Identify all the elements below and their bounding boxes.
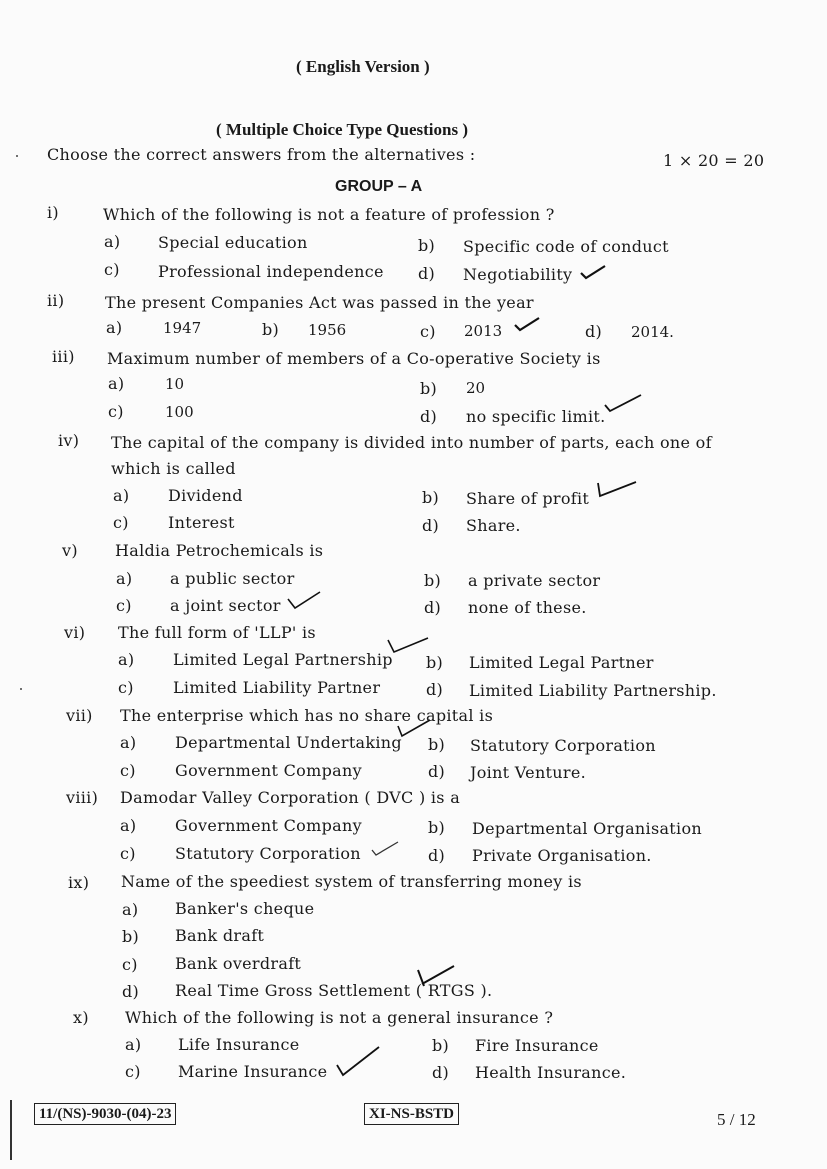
question-text: Name of the speediest system of transferring money is	[121, 872, 582, 891]
question-text: Which of the following is not a feature of profession ?	[103, 205, 555, 224]
option-label: b)	[424, 571, 442, 590]
option-b[interactable]: Fire Insurance	[475, 1036, 599, 1055]
question-text-continued: which is called	[111, 459, 236, 478]
option-d[interactable]: Private Organisation.	[472, 846, 652, 865]
option-d[interactable]: 2014.	[631, 323, 674, 341]
option-label: a)	[116, 569, 133, 588]
checkmark-icon	[579, 264, 607, 280]
checkmark-icon	[396, 718, 432, 740]
option-label: b)	[418, 236, 436, 255]
question-number: viii)	[66, 788, 99, 807]
option-a[interactable]: a public sector	[170, 569, 295, 588]
option-label: a)	[122, 900, 139, 919]
question-text: Maximum number of members of a Co-operative Society is	[107, 349, 601, 368]
question-number: iii)	[52, 347, 75, 366]
option-b[interactable]: Statutory Corporation	[470, 736, 656, 755]
question-text: Damodar Valley Corporation ( DVC ) is a	[120, 788, 461, 807]
instruction-text: Choose the correct answers from the alternatives :	[47, 145, 476, 164]
version-heading: ( English Version )	[296, 57, 430, 76]
option-label: c)	[122, 955, 138, 974]
question-number: ix)	[68, 873, 90, 892]
paper-code-box: 11/(NS)-9030-(04)-23	[34, 1103, 176, 1125]
option-label: b)	[122, 927, 140, 946]
option-c[interactable]: Limited Liability Partner	[173, 678, 381, 697]
option-label: a)	[125, 1035, 142, 1054]
option-c[interactable]: Professional independence	[158, 262, 384, 281]
option-a[interactable]: Dividend	[168, 486, 243, 505]
option-label: c)	[120, 761, 136, 780]
question-text: The enterprise which has no share capital is	[120, 706, 494, 725]
option-label: c)	[104, 260, 120, 279]
option-label: a)	[118, 650, 135, 669]
option-a[interactable]: 10	[165, 375, 185, 393]
option-label: a)	[108, 374, 125, 393]
option-label: a)	[113, 486, 130, 505]
option-d[interactable]: Real Time Gross Settlement ( RTGS ).	[175, 981, 493, 1000]
option-label: a)	[106, 318, 123, 337]
option-a[interactable]: Banker's cheque	[175, 899, 315, 918]
checkmark-icon	[513, 316, 541, 332]
question-text: The capital of the company is divided into number of parts, each one of	[111, 433, 712, 452]
page-number: 5 / 12	[717, 1110, 756, 1129]
option-b[interactable]: Departmental Organisation	[472, 819, 702, 838]
option-label: b)	[432, 1036, 450, 1055]
option-a[interactable]: Government Company	[175, 816, 362, 835]
option-label: d)	[424, 598, 442, 617]
option-label: b)	[426, 653, 444, 672]
checkmark-icon	[416, 964, 456, 990]
question-number: i)	[47, 203, 59, 222]
option-label: d)	[418, 264, 436, 283]
option-a[interactable]: Special education	[158, 233, 308, 252]
question-number: vi)	[64, 623, 86, 642]
option-a[interactable]: Departmental Undertaking	[175, 733, 402, 752]
checkmark-icon	[603, 393, 643, 413]
option-b[interactable]: Bank draft	[175, 926, 265, 945]
option-label: c)	[125, 1062, 141, 1081]
option-d[interactable]: Joint Venture.	[470, 763, 586, 782]
question-number: iv)	[58, 431, 80, 450]
option-label: c)	[108, 402, 124, 421]
option-c[interactable]: a joint sector	[170, 596, 281, 615]
question-number: x)	[73, 1008, 89, 1027]
option-label: d)	[422, 516, 440, 535]
option-label: b)	[428, 818, 446, 837]
option-a[interactable]: 1947	[163, 319, 202, 337]
option-label: b)	[262, 320, 280, 339]
option-b[interactable]: 20	[466, 379, 486, 397]
option-label: c)	[120, 844, 136, 863]
checkmark-icon	[286, 590, 322, 610]
option-label: b)	[422, 488, 440, 507]
option-label: b)	[420, 379, 438, 398]
section-heading: ( Multiple Choice Type Questions )	[216, 120, 469, 139]
option-label: a)	[120, 816, 137, 835]
question-number: ii)	[47, 291, 65, 310]
option-c[interactable]: Statutory Corporation	[175, 844, 361, 863]
checkmark-icon	[335, 1045, 381, 1079]
option-b[interactable]: Share of profit	[466, 489, 590, 508]
question-text: Which of the following is not a general insurance ?	[125, 1008, 554, 1027]
option-d[interactable]: Negotiability	[463, 265, 573, 284]
checkmark-icon	[370, 840, 400, 858]
marks-text: 1 × 20 = 20	[663, 151, 765, 170]
question-text: Haldia Petrochemicals is	[115, 541, 324, 560]
option-c[interactable]: Interest	[168, 513, 235, 532]
option-label: c)	[118, 678, 134, 697]
option-d[interactable]: Share.	[466, 516, 521, 535]
option-b[interactable]: 1956	[308, 321, 347, 339]
option-d[interactable]: none of these.	[468, 598, 587, 617]
option-d[interactable]: Health Insurance.	[475, 1063, 627, 1082]
question-text: The full form of 'LLP' is	[118, 623, 316, 642]
option-label: d)	[432, 1063, 450, 1082]
option-label: c)	[113, 513, 129, 532]
checkmark-icon	[596, 479, 638, 499]
option-label: d)	[585, 322, 603, 341]
scan-margin-line	[10, 1100, 12, 1160]
option-label: c)	[116, 596, 132, 615]
option-a[interactable]: Life Insurance	[178, 1035, 300, 1054]
scan-speck	[20, 688, 22, 690]
option-b[interactable]: a private sector	[468, 571, 601, 590]
option-label: c)	[420, 322, 436, 341]
option-label: d)	[426, 680, 444, 699]
option-label: b)	[428, 735, 446, 754]
option-d[interactable]: no specific limit.	[466, 407, 606, 426]
option-label: a)	[120, 733, 137, 752]
group-heading: GROUP – A	[335, 178, 423, 195]
question-number: v)	[62, 541, 78, 560]
checkmark-icon	[386, 636, 430, 656]
option-b[interactable]: Limited Legal Partner	[469, 653, 654, 672]
question-number: vii)	[66, 706, 93, 725]
option-d[interactable]: Limited Liability Partnership.	[469, 681, 717, 700]
option-c[interactable]: Government Company	[175, 761, 362, 780]
option-label: d)	[122, 982, 140, 1001]
option-label: a)	[104, 232, 121, 251]
option-c[interactable]: 2013	[464, 322, 503, 340]
question-text: The present Companies Act was passed in the year	[105, 293, 534, 312]
option-label: d)	[420, 407, 438, 426]
subject-code-box: XI-NS-BSTD	[364, 1103, 459, 1125]
option-a[interactable]: Limited Legal Partnership	[173, 650, 393, 669]
option-label: d)	[428, 762, 446, 781]
option-b[interactable]: Specific code of conduct	[463, 237, 669, 256]
option-c[interactable]: Bank overdraft	[175, 954, 302, 973]
scan-speck	[16, 155, 18, 157]
option-c[interactable]: 100	[165, 403, 194, 421]
option-label: d)	[428, 846, 446, 865]
option-c[interactable]: Marine Insurance	[178, 1062, 328, 1081]
